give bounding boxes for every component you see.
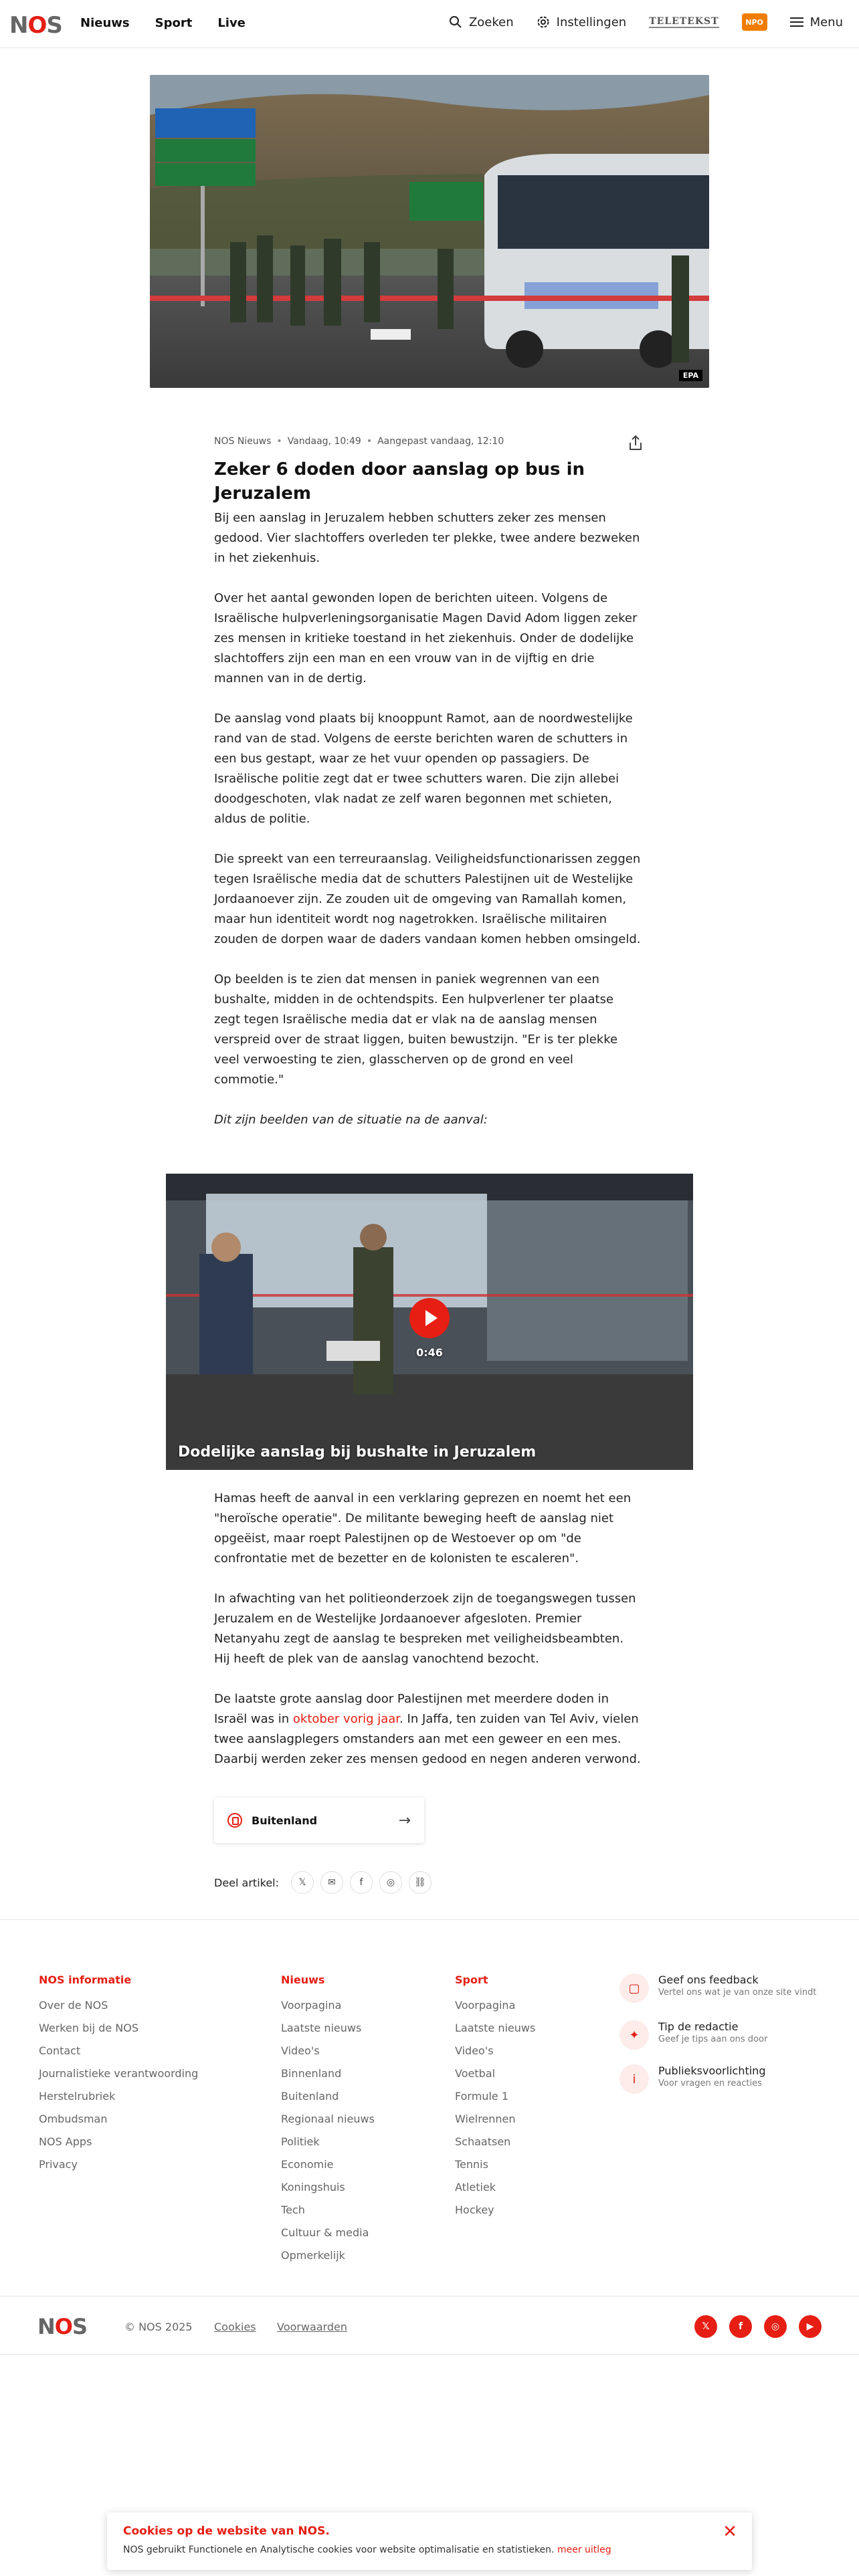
article-title: Zeker 6 doden door aanslag op bus in Jeruzalem <box>214 459 585 504</box>
footer-link[interactable]: Laatste nieuws <box>455 2022 536 2034</box>
nav-live[interactable]: Live <box>217 16 246 30</box>
email-share-icon[interactable]: ✉ <box>320 1871 343 1894</box>
menu-button[interactable] <box>790 15 843 29</box>
nav-nieuws[interactable]: Nieuws <box>80 16 130 30</box>
footer-link[interactable]: Regionaal nieuws <box>281 2113 375 2125</box>
card-subtitle: Geef je tips aan ons door <box>658 2034 768 2044</box>
footer-logo[interactable]: NOS <box>37 2314 88 2339</box>
updated-time: Aangepast vandaag, 12:10 <box>377 436 504 447</box>
feedback-card[interactable] <box>619 1973 819 2003</box>
footer-link[interactable]: Ombudsman <box>39 2113 108 2125</box>
footer-link[interactable]: Contact <box>39 2044 81 2057</box>
article-paragraph-italic: Dit zijn beelden van de situatie na de aanval: <box>214 1113 488 1127</box>
footer-bottom <box>0 2296 859 2355</box>
article-paragraph: Hamas heeft de aanval in een verklaring geprezen en noemt het een "heroïsche operatie". De militante beweging heeft de aanslag niet opgeëist, maar roept Palestijnen op de Westoever op om "de confrontatie met de bezetter en de kolonisten te escaleren". <box>214 1491 632 1566</box>
footer-link[interactable]: Voorpagina <box>281 1999 342 2012</box>
footer-link[interactable]: Voorpagina <box>455 1999 516 2012</box>
footer-link[interactable]: Tennis <box>455 2158 488 2171</box>
hero-photo <box>150 75 709 388</box>
copyright: © NOS 2025 <box>124 2321 193 2333</box>
article-paragraph: De aanslag vond plaats bij knooppunt Ramot, aan de noordwestelijke rand van de stad. Volgens de eerste berichten waren de schutters in een bus gestapt, waar ze het vuur openden op passagiers. De Israëlische politie zegt dat er twee schutters waren. Die zijn allebei doodgeschoten, vlak nadat ze zelf waren begonnen met schieten, aldus de politie. <box>214 712 633 826</box>
paragraph-text: . In Jaffa, ten zuiden van Tel Aviv, vielen twee aanslagplegers omstanders aan met een geweer en een mes. Daarbij werden zeker zes mensen gedood en negen anderen verwond. <box>214 1712 641 1766</box>
footer-col-sport <box>455 1973 535 2222</box>
footer-col-title: Nieuws <box>281 1973 325 1986</box>
paragraph-text: De laatste grote aanslag door Palestijnen met meerdere doden in Israël was in <box>214 1692 609 1726</box>
whatsapp-share-icon[interactable]: ◎ <box>379 1871 402 1894</box>
info-card[interactable] <box>619 2064 819 2094</box>
video-player[interactable] <box>166 1174 693 1470</box>
footer-link[interactable]: Video's <box>281 2044 320 2057</box>
footer-link[interactable]: Politiek <box>281 2135 320 2148</box>
footer-link[interactable]: Laatste nieuws <box>281 2022 362 2034</box>
footer-col-title: NOS informatie <box>39 1973 132 1986</box>
footer-link[interactable]: Werken bij de NOS <box>39 2022 139 2034</box>
gear-icon <box>537 15 550 29</box>
terms-link[interactable]: Voorwaarden <box>277 2321 347 2333</box>
share-label: Deel artikel: <box>214 1876 280 1889</box>
footer-link[interactable]: Tech <box>281 2204 305 2216</box>
play-button[interactable] <box>409 1298 450 1338</box>
video-duration: 0:46 <box>416 1346 443 1359</box>
published-time: Vandaag, 10:49 <box>287 436 361 447</box>
tip-card[interactable] <box>619 2020 819 2050</box>
search-button[interactable] <box>449 15 514 29</box>
settings-button[interactable] <box>537 15 627 29</box>
main-nav <box>80 16 246 30</box>
link-share-icon[interactable]: ⛓ <box>409 1871 432 1894</box>
card-title: Geef ons feedback <box>658 1973 759 1986</box>
x-icon[interactable]: 𝕏 <box>694 2315 717 2338</box>
footer-link[interactable]: Over de NOS <box>39 1999 108 2012</box>
article-paragraph: Op beelden is te zien dat mensen in paniek wegrennen van een bushalte, midden in de ochtendspits. Een hulpverlener ter plaatse zegt tegen Israëlische media dat er vlak na de aanslag mensen verspreid over de straat liggen, buiten bewustzijn. "Er is ter plekke veel verwoesting te zien, glasscherven op de grond en veel commotie." <box>214 972 618 1087</box>
card-title: Tip de redactie <box>658 2020 739 2033</box>
footer-link[interactable]: Formule 1 <box>455 2090 508 2103</box>
footer-link[interactable]: Cultuur & media <box>281 2226 369 2239</box>
lightbulb-icon: ✦ <box>619 2020 649 2050</box>
search-icon <box>449 15 462 29</box>
footer-link[interactable]: Wielrennen <box>455 2113 516 2125</box>
x-share-icon[interactable]: 𝕏 <box>291 1871 314 1894</box>
article-meta <box>214 436 642 447</box>
settings-label: Instellingen <box>556 15 627 29</box>
footer-link[interactable]: Opmerkelijk <box>281 2249 345 2262</box>
search-label: Zoeken <box>468 15 514 29</box>
footer-link[interactable]: Schaatsen <box>455 2135 511 2148</box>
footer-link[interactable]: Herstelrubriek <box>39 2090 116 2103</box>
article-link[interactable]: oktober vorig jaar <box>292 1712 400 1726</box>
footer-link[interactable]: Hockey <box>455 2204 494 2216</box>
card-subtitle: Voor vragen en reacties <box>658 2078 762 2088</box>
meta-separator: • <box>276 436 282 447</box>
share-bar <box>214 1871 432 1894</box>
facebook-share-icon[interactable]: f <box>350 1871 373 1894</box>
globe-icon <box>227 1813 242 1828</box>
meta-separator: • <box>366 436 373 447</box>
footer-link[interactable]: Video's <box>455 2044 494 2057</box>
share-icon[interactable] <box>626 433 645 452</box>
close-icon[interactable]: ✕ <box>723 2522 737 2542</box>
image-credit: EPA <box>679 370 702 381</box>
footer-link[interactable]: Privacy <box>39 2158 78 2171</box>
teletekst-link[interactable]: TELETEKST <box>649 16 719 27</box>
cookie-title: Cookies op de website van NOS. <box>123 2525 330 2538</box>
tag-label: Buitenland <box>252 1814 318 1827</box>
info-icon: i <box>619 2064 649 2094</box>
chat-icon: ▢ <box>619 1973 649 2003</box>
nav-sport[interactable]: Sport <box>155 16 193 30</box>
menu-label: Menu <box>809 15 843 29</box>
cookie-body <box>123 2545 736 2555</box>
article-paragraph: Die spreekt van een terreuraanslag. Veiligheidsfunctionarissen zeggen tegen Israëlische media dat de schutters Palestijnen uit de Westelijke Jordaanoever zijn. Ze zouden uit de omgeving van Ramallah komen, maar hun identiteit wordt nog nagetrokken. Israëlische militairen zouden de dorpen waar de daders vandaan komen hebben omsingeld. <box>214 852 641 946</box>
cookie-banner <box>107 2512 752 2570</box>
footer-link[interactable]: Voetbal <box>455 2067 496 2080</box>
footer-col-title: Sport <box>455 1973 488 1986</box>
article-paragraph: In afwachting van het politieonderzoek zijn de toegangswegen tussen Jeruzalem en de Westelijke Jordaanoever afgesloten. Premier Netanyahu zegt de aanslag te bespreken met veiligheidsbeambten. Hij heeft de plek van de aanslag vanochtend bezocht. <box>214 1592 636 1666</box>
category-tag[interactable] <box>214 1798 424 1843</box>
footer-link[interactable]: Buitenland <box>281 2090 339 2103</box>
footer-link[interactable]: Economie <box>281 2158 334 2171</box>
card-subtitle: Vertel ons wat je van onze site vindt <box>658 1988 817 1998</box>
article-paragraph <box>214 1689 642 1769</box>
video-caption: Dodelijke aanslag bij bushalte in Jeruzalem <box>178 1444 537 1461</box>
site-header <box>0 0 859 48</box>
facebook-icon[interactable]: f <box>729 2315 752 2338</box>
article-paragraph: Bij een aanslag in Jeruzalem hebben schutters zeker zes mensen gedood. Vier slachtoffers overleden ter plekke, twee andere bezweken in het ziekenhuis. <box>214 511 640 565</box>
cookie-text: NOS gebruikt Functionele en Analytische cookies voor website optimalisatie en statistieken. <box>123 2545 555 2555</box>
cookie-more-link[interactable]: meer uitleg <box>557 2545 611 2555</box>
hero-image <box>150 75 709 388</box>
footer-link[interactable]: NOS Apps <box>39 2135 92 2148</box>
card-title: Publieksvoorlichting <box>658 2064 766 2077</box>
nos-logo[interactable]: NOS <box>9 12 62 39</box>
footer-link[interactable]: Journalistieke verantwoording <box>39 2067 199 2080</box>
footer-link[interactable]: Atletiek <box>455 2181 496 2193</box>
hamburger-icon <box>790 17 803 27</box>
npo-logo[interactable]: NPO <box>742 13 767 31</box>
youtube-icon[interactable]: ▶ <box>799 2315 822 2338</box>
footer-col-nieuws <box>281 1973 375 2267</box>
header-actions <box>449 13 843 31</box>
article-paragraph: Over het aantal gewonden lopen de berichten uiteen. Volgens de Israëlische hulpverleningsorganisatie Magen David Adom liggen zeker zes mensen in kritieke toestand in het ziekenhuis. Onder de dodelijke slachtoffers zijn een man en een vrouw van in de vijftig en drie mannen van in de dertig. <box>214 591 638 685</box>
arrow-right-icon: → <box>398 1812 411 1829</box>
site-footer <box>0 1919 859 2354</box>
footer-link[interactable]: Koningshuis <box>281 2181 345 2193</box>
cookies-link[interactable]: Cookies <box>214 2321 256 2333</box>
footer-col-nos-informatie <box>39 1973 198 2176</box>
article-source: NOS Nieuws <box>214 436 272 447</box>
footer-link[interactable]: Binnenland <box>281 2067 342 2080</box>
instagram-icon[interactable]: ◎ <box>764 2315 787 2338</box>
